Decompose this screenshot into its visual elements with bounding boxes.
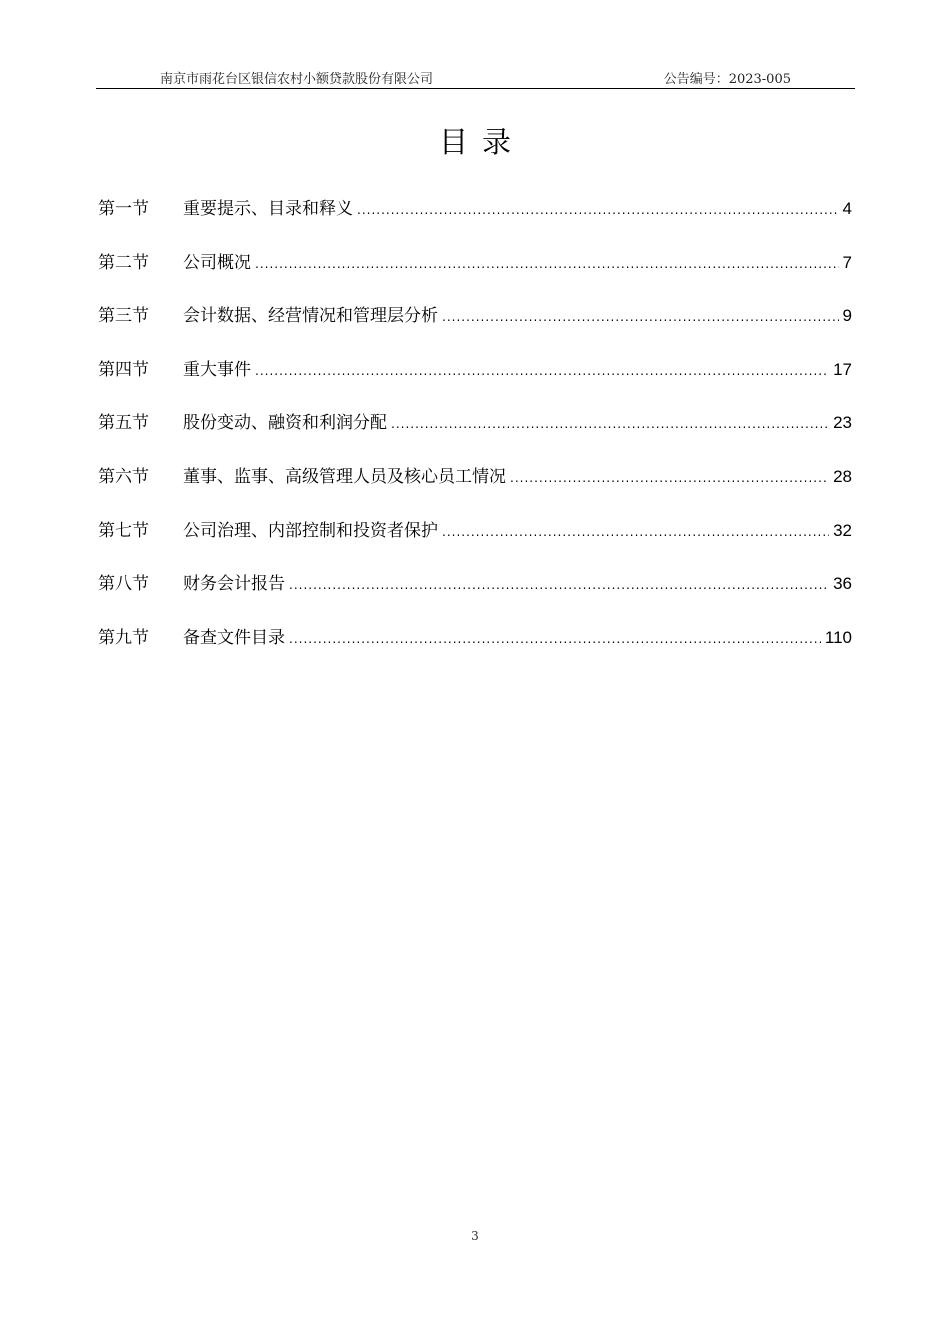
toc-row[interactable]: [98, 516, 852, 570]
toc-row[interactable]: [98, 248, 852, 302]
toc-section: 第四节: [98, 359, 149, 380]
toc-section: 第九节: [98, 627, 149, 648]
toc-page: 4: [842, 199, 852, 218]
toc-row[interactable]: [98, 623, 852, 677]
toc-title: 备查文件目录: [183, 627, 285, 648]
toc-page: 32: [833, 520, 852, 540]
toc-page: 110: [824, 627, 852, 647]
toc-section: 第一节: [98, 199, 149, 219]
toc-leader: [289, 632, 821, 646]
notice-number: 公告编号：2023-005: [663, 72, 791, 87]
toc-section: 第六节: [98, 466, 149, 487]
toc-row[interactable]: [98, 355, 852, 409]
toc-page: 9: [842, 306, 852, 326]
table-of-contents: [98, 194, 852, 676]
toc-row[interactable]: [98, 569, 852, 623]
page-header: [96, 66, 855, 89]
page-number: 3: [471, 1229, 479, 1243]
toc-page: 28: [833, 466, 852, 486]
toc-section: 第三节: [98, 306, 149, 327]
toc-leader: [255, 364, 829, 378]
page-title: 目录: [438, 125, 525, 159]
toc-leader: [442, 310, 839, 324]
toc-section: 第八节: [98, 574, 149, 595]
toc-leader: [255, 257, 839, 271]
toc-leader: [289, 578, 829, 592]
toc-leader: [442, 525, 829, 539]
toc-title: 董事、监事、高级管理人员及核心员工情况: [183, 466, 506, 487]
toc-title: 公司概况: [183, 252, 251, 273]
toc-row[interactable]: [98, 301, 852, 355]
toc-section: 第五节: [98, 413, 149, 434]
toc-section: 第二节: [98, 252, 149, 273]
toc-leader: [357, 203, 839, 217]
toc-title: 股份变动、融资和利润分配: [183, 413, 387, 434]
toc-page: 17: [833, 359, 852, 379]
toc-title: 公司治理、内部控制和投资者保护: [183, 520, 438, 541]
toc-row[interactable]: [98, 462, 852, 516]
toc-title: 重大事件: [183, 359, 251, 380]
toc-leader: [510, 471, 829, 485]
toc-row[interactable]: [98, 408, 852, 462]
toc-title: 重要提示、目录和释义: [183, 199, 353, 219]
toc-title: 会计数据、经营情况和管理层分析: [183, 306, 438, 327]
toc-leader: [391, 417, 829, 431]
toc-section: 第七节: [98, 520, 149, 541]
toc-page: 36: [833, 574, 852, 594]
toc-row[interactable]: [98, 194, 852, 248]
toc-page: 23: [833, 413, 852, 433]
company-name: 南京市雨花台区银信农村小额贷款股份有限公司: [160, 72, 434, 87]
toc-page: 7: [842, 252, 852, 272]
toc-title: 财务会计报告: [183, 574, 285, 595]
